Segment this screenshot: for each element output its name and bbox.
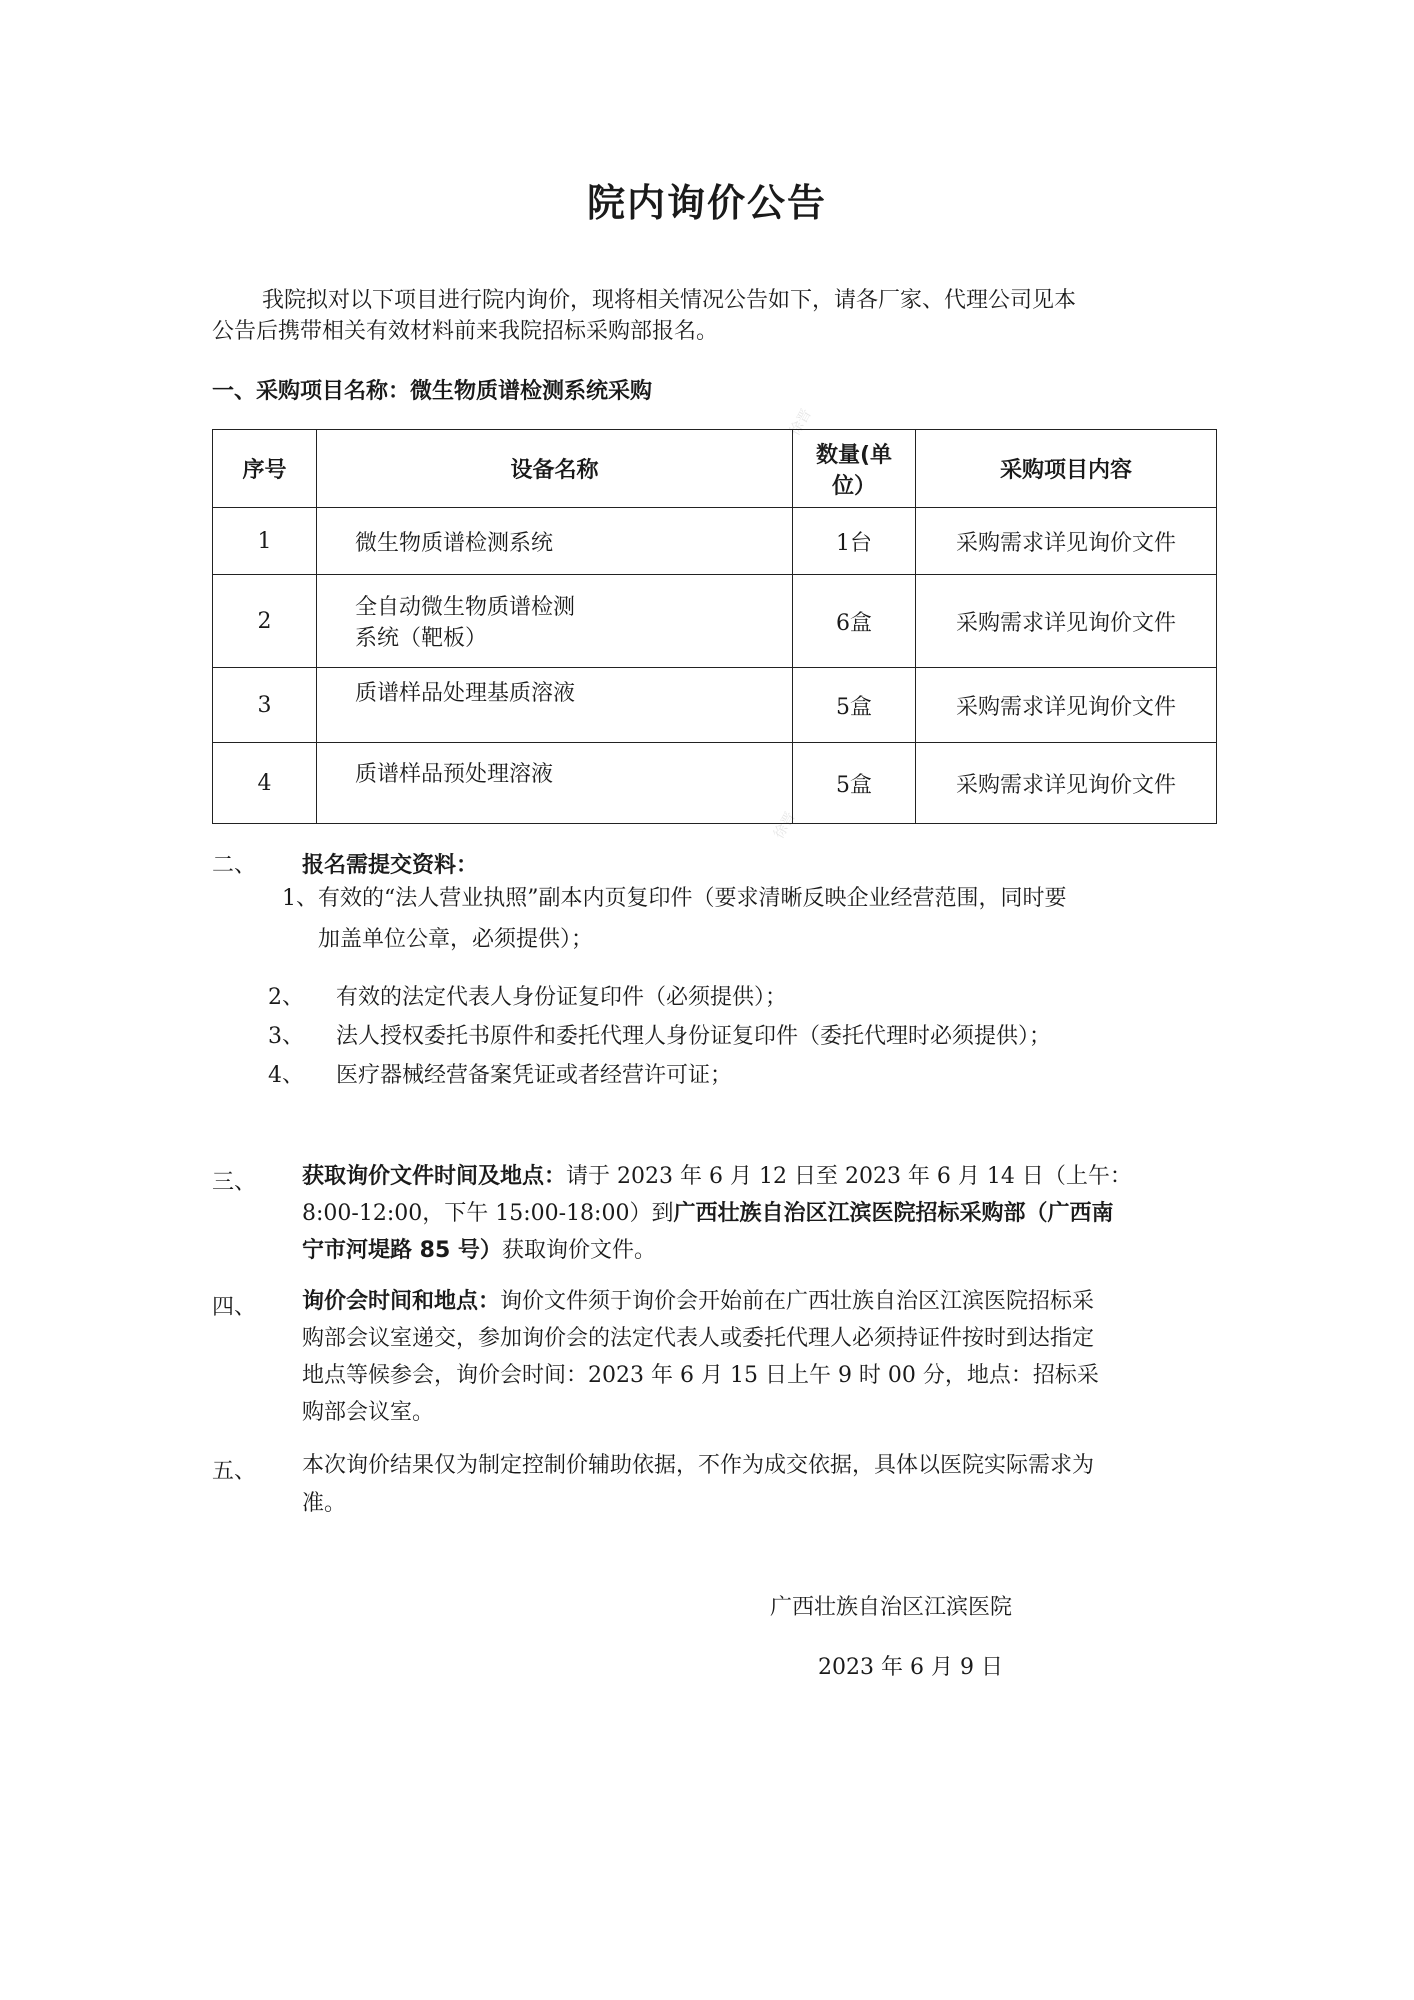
section-3-num: 三、 <box>212 1170 257 1195</box>
procurement-table <box>212 429 1217 824</box>
section-3-location: 广西壮族自治区江滨医院招标采购部（广西南 <box>673 1201 1114 1226</box>
section-2-item-text: 有效的法定代表人身份证复印件（必须提供）； <box>336 985 788 1010</box>
row-num: 2 <box>213 575 317 668</box>
section-3-address: 宁市河堤路 85 号） <box>302 1238 502 1263</box>
row-name-line-2: 系统（靶板） <box>355 626 488 651</box>
section-2-item-text: 医疗器械经营备案凭证或者经营许可证； <box>336 1063 733 1088</box>
row-qty: 1台 <box>793 508 916 575</box>
row-content: 采购需求详见询价文件 <box>916 743 1217 824</box>
section-3-line-1-text: 请于 2023 年 6 月 12 日至 2023 年 6 月 14 日（上午： <box>566 1164 1132 1189</box>
table-row <box>213 575 1217 668</box>
row-qty: 5盒 <box>793 743 916 824</box>
section-3-line-2-text: 8:00-12:00，下午 15:00-18:00）到 <box>302 1201 674 1226</box>
section-4-line-1 <box>302 1283 1094 1321</box>
section-4-line-1-text: 询价文件须于询价会开始前在广西壮族自治区江滨医院招标采 <box>500 1289 1095 1314</box>
section-2-item-num: 4、 <box>268 1063 304 1088</box>
section-5-line-2: 准。 <box>302 1491 347 1516</box>
row-name: 质谱样品处理基质溶液 <box>317 668 793 743</box>
section-3-line-1 <box>302 1158 1132 1196</box>
header-qty-line-2: 位） <box>831 473 876 499</box>
signature-org: 广西壮族自治区江滨医院 <box>770 1595 1013 1620</box>
table-row <box>213 743 1217 824</box>
row-num: 4 <box>213 743 317 824</box>
table-header-row <box>213 430 1217 508</box>
section-2-item-num: 2、 <box>268 985 304 1010</box>
section-3-line-2 <box>302 1195 1113 1233</box>
header-qty <box>793 430 916 508</box>
section-2-num: 二、 <box>212 853 257 878</box>
section-3-line-3 <box>302 1232 656 1270</box>
header-qty-line-1: 数量(单 <box>815 442 893 468</box>
row-name: 微生物质谱检测系统 <box>317 508 793 575</box>
section-2-item-1-line-2: 加盖单位公章，必须提供）； <box>318 927 594 952</box>
table-row <box>213 508 1217 575</box>
row-qty: 5盒 <box>793 668 916 743</box>
section-3-line-3-text: 获取询价文件。 <box>501 1238 656 1263</box>
header-content: 采购项目内容 <box>916 430 1217 508</box>
watermark: 徐晋 <box>770 809 799 842</box>
section-4-line-2: 购部会议室递交，参加询价会的法定代表人或委托代理人必须持证件按时到达指定 <box>302 1326 1095 1351</box>
row-content: 采购需求详见询价文件 <box>916 668 1217 743</box>
table-row <box>213 668 1217 743</box>
section-4-num: 四、 <box>212 1295 257 1320</box>
intro-line-2: 公告后携带相关有效材料前来我院招标采购部报名。 <box>212 319 719 344</box>
section-5-num: 五、 <box>212 1459 257 1484</box>
header-name: 设备名称 <box>317 430 793 508</box>
row-name-line-1: 全自动微生物质谱检测 <box>355 595 576 620</box>
page-title: 院内询价公告 <box>586 181 827 225</box>
section-4-line-3: 地点等候参会，询价会时间：2023 年 6 月 15 日上午 9 时 00 分，地点：招标采 <box>302 1363 1099 1388</box>
section-1-heading: 一、采购项目名称：微生物质谱检测系统采购 <box>212 379 653 404</box>
row-num: 1 <box>213 508 317 575</box>
section-4-label: 询价会时间和地点： <box>302 1289 501 1314</box>
section-4-line-4: 购部会议室。 <box>302 1400 435 1425</box>
header-num: 序号 <box>213 430 317 508</box>
row-qty: 6盒 <box>793 575 916 668</box>
intro-line-1: 我院拟对以下项目进行院内询价，现将相关情况公告如下，请各厂家、代理公司见本 <box>262 288 1077 313</box>
watermark: 徐晋 <box>786 406 815 439</box>
section-3-label: 获取询价文件时间及地点： <box>302 1164 567 1189</box>
section-2-item-text: 法人授权委托书原件和委托代理人身份证复印件（委托代理时必须提供）； <box>336 1024 1052 1049</box>
section-5-line-1: 本次询价结果仅为制定控制价辅助依据，不作为成交依据，具体以医院实际需求为 <box>302 1453 1095 1478</box>
row-num: 3 <box>213 668 317 743</box>
row-content: 采购需求详见询价文件 <box>916 508 1217 575</box>
section-2-item-num: 3、 <box>268 1024 304 1049</box>
row-name <box>317 575 793 668</box>
section-2-item-1-line-1: 1、有效的“法人营业执照”副本内页复印件（要求清晰反映企业经营范围，同时要 <box>282 886 1067 911</box>
section-2-heading: 报名需提交资料： <box>302 853 479 878</box>
row-name: 质谱样品预处理溶液 <box>317 743 793 824</box>
signature-date: 2023 年 6 月 9 日 <box>818 1655 1003 1680</box>
row-content: 采购需求详见询价文件 <box>916 575 1217 668</box>
